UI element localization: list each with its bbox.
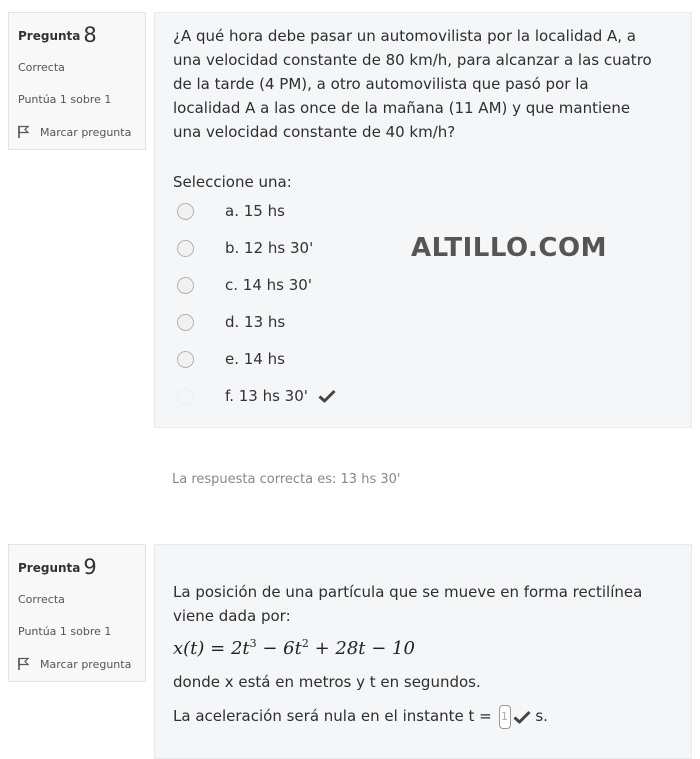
q8-option-d[interactable] [177,310,285,334]
q9-answer-line [173,704,548,729]
q8-text-line: una velocidad constante de 80 km/h, para alcanzar a las cuatro [173,51,652,69]
q8-option-b[interactable] [177,236,313,260]
flag-icon [18,657,30,671]
q8-question-text [173,24,652,144]
q8-heading [18,23,137,47]
q9-state: Correcta [18,593,65,606]
q9-number: 9 [83,555,97,579]
formula-part: − 6t [256,638,302,659]
formula-part: + 28t − 10 [308,638,415,659]
q8-option-e[interactable] [177,347,285,371]
q9-formula [173,637,415,659]
q9-answer-input[interactable]: 1 [499,705,511,729]
radio-button[interactable] [177,351,194,368]
q8-heading-label: Pregunta [18,29,81,43]
watermark-text: ALTILLO.COM [411,233,607,263]
q8-info-panel [8,12,146,150]
q9-question-text [173,580,642,628]
q8-content-panel [154,12,692,428]
formula-exponent: 2 [301,637,309,650]
radio-button[interactable] [177,203,194,220]
q8-option-c[interactable] [177,273,312,297]
q8-text-line: ¿A qué hora debe pasar un automovilista por la localidad A, a [173,27,636,45]
q9-info-panel [8,544,146,682]
checkmark-icon [513,710,531,724]
radio-button[interactable] [177,240,194,257]
q9-heading-label: Pregunta [18,561,81,575]
q9-flag-label: Marcar pregunta [40,657,132,671]
q8-flag-label: Marcar pregunta [40,125,132,139]
radio-button[interactable] [177,277,194,294]
q8-flag-question-link[interactable] [18,125,137,139]
flag-icon [18,125,30,139]
formula-part: x(t) = 2t [173,638,250,659]
q9-heading [18,555,137,579]
q9-text-line: viene dada por: [173,607,291,625]
q8-number: 8 [83,23,97,47]
q9-content-panel [154,544,692,759]
option-label: e. 14 hs [225,350,285,368]
radio-button[interactable] [177,314,194,331]
option-label: c. 14 hs 30' [225,276,312,294]
q9-units-line: donde x está en metros y t en segundos. [173,673,481,691]
q9-flag-question-link[interactable] [18,657,137,671]
q8-text-line: una velocidad constante de 40 km/h? [173,123,456,141]
option-label: b. 12 hs 30' [225,239,314,257]
q8-text-line: de la tarde (4 PM), a otro automovilista que pasó por la [173,75,589,93]
q9-grade: Puntúa 1 sobre 1 [18,625,112,638]
q8-text-line: localidad A a las once de la mañana (11 AM) y que mantiene [173,99,631,117]
q8-select-prompt: Seleccione una: [173,173,292,191]
formula-exponent: 3 [249,637,257,650]
q8-state: Correcta [18,61,65,74]
checkmark-icon [318,389,336,403]
option-label: a. 15 hs [225,202,285,220]
q9-text-line: La posición de una partícula que se mueve en forma rectilínea [173,583,643,601]
q9-answer-prefix: La aceleración será nula en el instante t = [173,707,492,725]
option-label: d. 13 hs [225,313,286,331]
q9-answer-suffix: s. [535,707,548,725]
q8-option-f[interactable] [177,384,336,408]
option-label: f. 13 hs 30' [225,387,308,405]
q8-option-a[interactable] [177,199,285,223]
q8-grade: Puntúa 1 sobre 1 [18,93,112,106]
radio-button-selected[interactable] [177,388,194,405]
q8-right-answer: La respuesta correcta es: 13 hs 30' [172,472,401,487]
